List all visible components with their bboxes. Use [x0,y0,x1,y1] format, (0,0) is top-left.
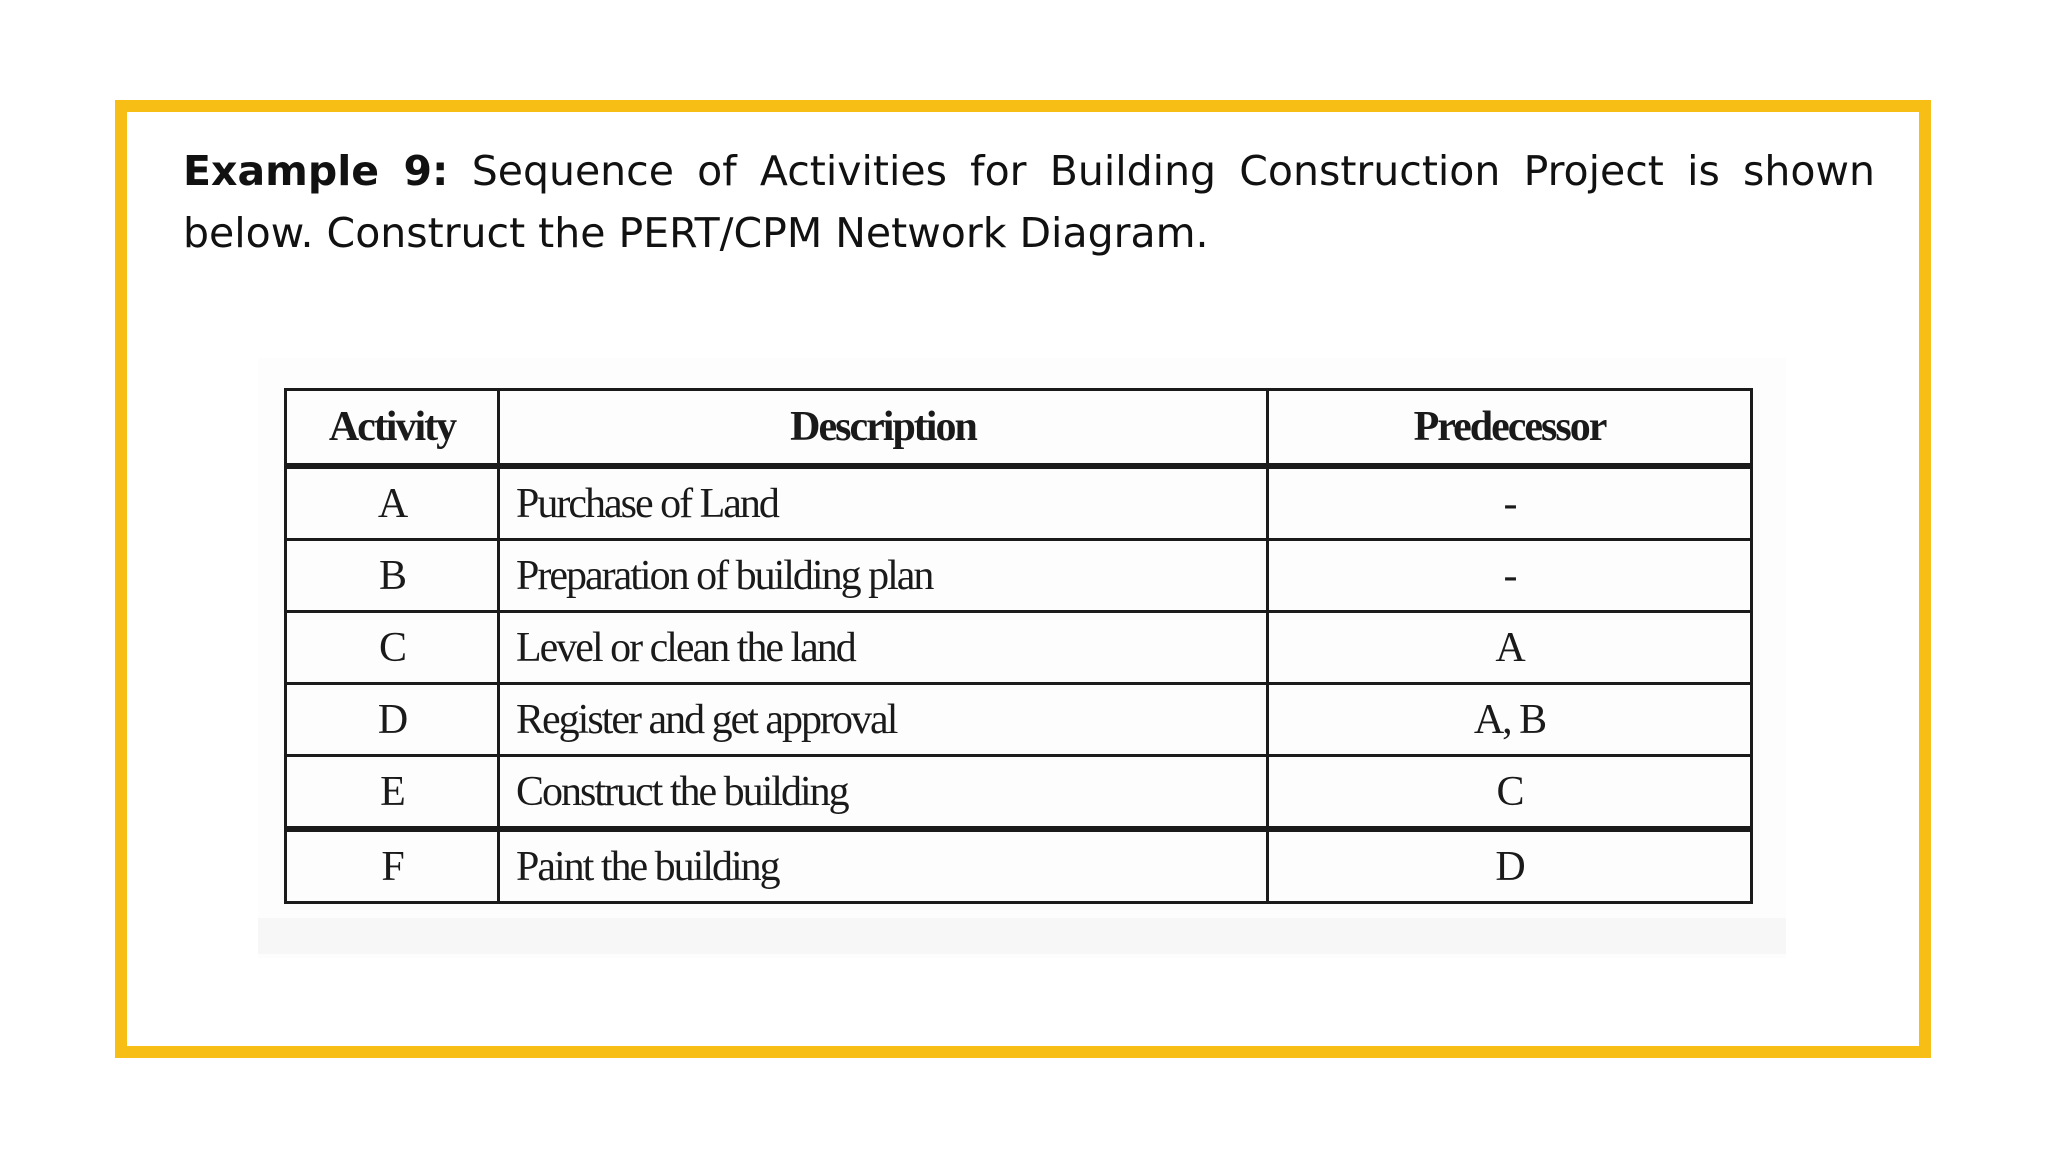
description-cell: Construct the building [499,756,1268,830]
table-header-row [286,390,1752,467]
table-image-shadow [258,918,1786,954]
predecessor-cell: - [1268,466,1752,540]
table-row [286,829,1752,903]
activity-cell: F [286,829,499,903]
header-predecessor: Predecessor [1268,390,1752,467]
description-cell: Preparation of building plan [499,540,1268,612]
activity-cell: A [286,466,499,540]
description-cell: Register and get approval [499,684,1268,756]
example-text: Sequence of Activities for Building Construction Project is shown below. Construct the PERT/CPM Network Diagram. [183,147,1876,257]
predecessor-cell: A, B [1268,684,1752,756]
activity-cell: E [286,756,499,830]
header-activity: Activity [286,390,499,467]
table-row [286,466,1752,540]
table-row [286,540,1752,612]
table-row [286,684,1752,756]
activity-cell: D [286,684,499,756]
example-label: Example 9: [183,147,449,195]
predecessor-cell: - [1268,540,1752,612]
description-cell: Paint the building [499,829,1268,903]
table-row [286,756,1752,830]
description-cell: Level or clean the land [499,612,1268,684]
description-cell: Purchase of Land [499,466,1268,540]
activities-table [284,388,1753,904]
predecessor-cell: D [1268,829,1752,903]
example-heading [183,140,1875,264]
activity-cell: B [286,540,499,612]
predecessor-cell: A [1268,612,1752,684]
table-row [286,612,1752,684]
activity-cell: C [286,612,499,684]
predecessor-cell: C [1268,756,1752,830]
header-description: Description [499,390,1268,467]
